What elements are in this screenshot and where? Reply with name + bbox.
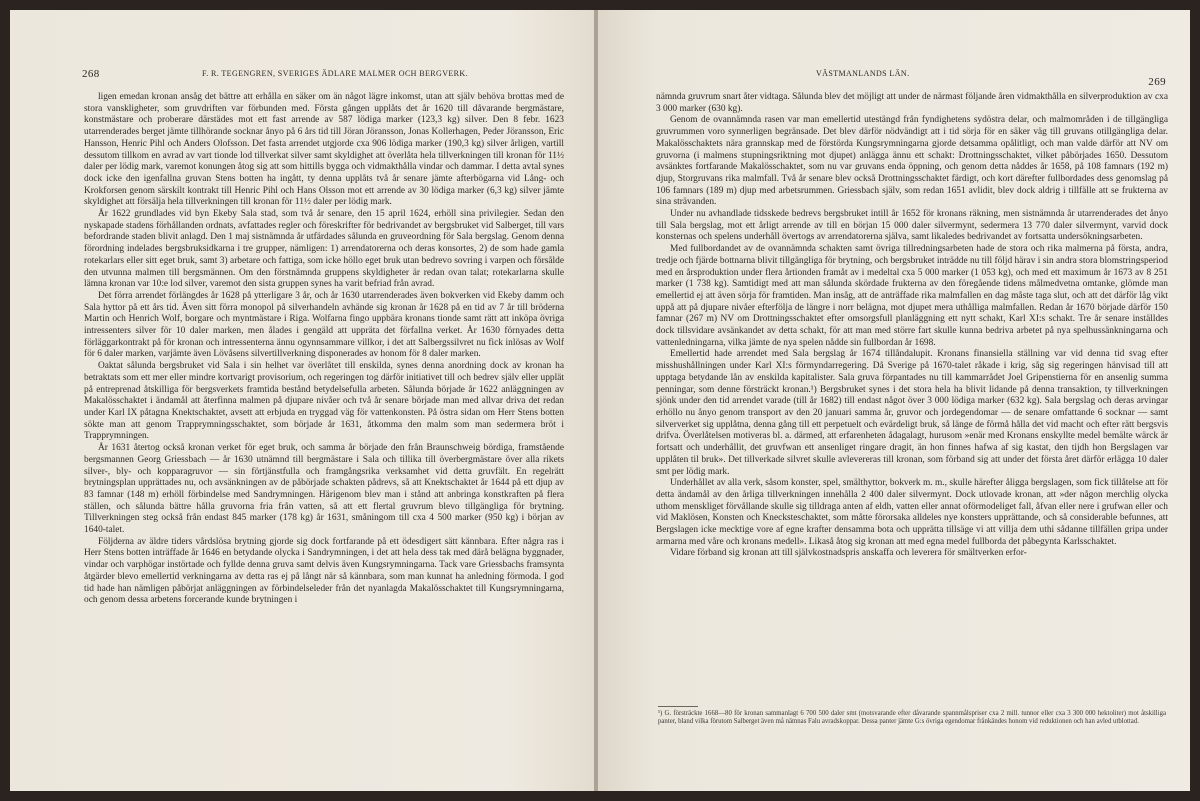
paragraph: Under nu avhandlade tidsskede bedrevs bergsbruket intill år 1652 för kronans räkning, men sistnämnda år utarrenderades det ånyo till Sala bergslag, mot ett årligt arrende av till en början 15 000 daler silvermynt, sedermera 13 770 daler silvermynt, varvid dock konsternas och spelens underhåll övertogs av arrendatorerna själva, samt likaledes bedrivandet av fortsatta undersökningsarbeten. [656, 209, 1168, 243]
paragraph: Det förra arrendet förlängdes år 1628 på ytterligare 3 år, och år 1630 utarrenderades även bokverken vid Ekeby damm och Sala hyttor på ett års tid. Även sitt förra monopol på silverhandeln avhände sig kronan år 1628 på en tid av 7 år till bröderna Martin och Henrich Wolf, borgare och myntmästare i Riga. Wolfarna fingo uppbära kronans tionde samt rätt att inköpa övriga intressenters silver för 10 daler marken, men ålades i gengäld att uppräta det förfallna verket. År 1630 förnyades detta förläggarkontrakt på för kronan och intressenterna ännu ogynnsammare villkor, i det att Salbergssilvret nu fick inlösas av Wolf för 6 daler marken, varjämte även Lövåsens silvertillverkning disponerades av honom för 8 daler marken. [84, 290, 564, 360]
paragraph: Med fullbordandet av de ovannämnda schakten samt övriga tillredningsarbeten hade de stora och rika malmerna på första, andra, tredje och fjärde bottnarna blivit tillgängliga för brytning, och bergsbruket inträdde nu till följd härav i sin andra stora blomstringsperiod med en årsproduktion under flera årtionden framåt av i medeltal cxa 5 000 marker (1 053 kg), och med ett maximum år 1673 av 8 251 marker (1 738 kg). Samtidigt med att man sålunda skördade frukterna av den föregående tidens målmedvetna omtanke, glömde man emellertid ej att även sörja för framtiden. Man insåg, att de anträffade rika malmfallen en dag måste taga slut, och att det därför låg vikt uppå att på djupare nivåer efterfölja de längre i norr belägna, mot djupet mera uthålliga malmfallen. Redan år 1670 började därför 150 famnar (267 m) NV om Drottningsschaktet efter omsorgsfull planläggning ett nytt schakt, Karl XI:s schakt. Tre år senare inställdes dock tillsvidare avsänkandet av detta schakt, för att man med större fart skulle kunna bedriva arbetet på nya spelhussänkningarna och vattenledningarna, vilka jämte de nya spelen nådde sin fullbordan år 1698. [656, 244, 1168, 348]
page-number: 269 [1148, 76, 1166, 88]
paragraph: Vidare förband sig kronan att till självkostnadspris anskaffa och leverera för smältverken erfor- [670, 548, 1027, 559]
page-number: 268 [82, 68, 100, 80]
paragraph: Genom de ovannämnda rasen var man emellertid utestängd från fyndighetens sydöstra delar, och malmområden i de tillgängliga gruvrummen voro synnerligen begränsade. Det blev därför nödvändigt att i tid sörja för en säker väg till gruvans otillgängliga delar. Makalösschaktets nära grannskap med de förstörda Kungsrymningarna gjorde detsamma opålitligt, och man valde därför att NV om gruvorna (i malmens stupningsriktning mot djupet) anlägga ännu ett schakt: Drottningsschaktet, vilket påbörjades 1650. Dessutom avsänktes fortfarande Makalösschaktet, som nu var gruvans enda öppning, och genom detta nåddes år 1658, på 108 famnars (192 m) djup, Storgruvans rika malmfall. Två år senare blev också Drottningsschaktet färdigt, och kort därefter fullbordades dess genomslag på 106 famnars (189 m) djup med arbetsrummen. Griessbach själv, som redan 1651 avlidit, blev dock aldrig i tillfälle att se frukterna av sina strävanden. [656, 115, 1168, 208]
footnote-rule [658, 706, 698, 707]
paragraph: Följderna av äldre tiders vårdslösa brytning gjorde sig dock fortfarande på ett ödesdigert sätt kännbara. Efter några ras i Herr Stens botten inträffade år 1646 en betydande olycka i Sandrymningen, i det att hela dess tak med därå belägna byggnader, vindar och varphögar instörtade och fyllde denna gruva samt delvis även Kungsrymningarna. Tack vare Griessbachs framsynta åtgärder blevo emellertid verkningarna av detta ras ej på långt när så kännbara, som man kunnat ha anledning förmoda. I god tid hade han nämligen påbörjat anläggningen av förbindelseleder från det nyanlagda Makalösschaktet till Kungsrymningarna, och genom dessa arbetens forcerande kunde brytningen i [84, 536, 564, 606]
paragraph: Emellertid hade arrendet med Sala bergslag år 1674 tillåndalupit. Kronans finansiella ställning var vid denna tid svag efter misshushållningen under Karl XI:s förmyndarregering. Då Sverige på 1670-talet råkade i krig, såg sig regeringen hänvisad till att upptaga betydande lån av enskilda kapitalister. Sala gruva förpantades nu till kammarrådet Joel Gripenstierna för en ansenlig summa penningar, som denne försträckt kronan.¹) Bergsbruket synes i det stora hela ha blivit lidande på denna transaktion, ty tillverkningen sjönk under den tid arrendet varade (till år 1682) till endast något över 3 000 lödiga marker (632 kg). Sala bergslag och deras arvingar erhöllo nu ånyo genom transport av den 20 januari samma år, gruvor och jordegendomar — de senare omfattande 6 socknar — samt silververket sig upplåtna, denna gång till ett perpetuelt och evärdeligt bruk, så länge de förmå hålla det vid macht och efter rätt bergsvis drifva. Överlåtelsen motiveras bl. a. därmed, att erfarenheten ådagalagt, hurusom »enär med Kronans enskyllte medel bemälte wärck är fortsatt och underhållit, det gruvfwan ett ansenliget ringare dragit, än hon finnes hafwa af sig kastat, den tijdh hon Bergslagen var upplåten til bruk». Det tillverkade silvret skulle avlevereras till kronan, som förband sig att under det första året därför erlägga 10 daler smt per lödig mark. [656, 349, 1168, 477]
paragraph: År 1631 återtog också kronan verket för eget bruk, och samma år började den från Braunschweig bördiga, framstående bergsmannen Georg Griessbach — år 1630 utnämnd till bergmästare i Sala och tillika till överbergmästare över alla rikets silver-, bly- och kopparagruvor — sin förtjänstfulla och framgångsrika verksamhet vid detta gruvfält. En regelrätt brytningsplan upprättades nu, och avsänkningen av de påbörjade schakten pådrevs, så att Knektschaktet år 1644 på ett djup av 83 famnar (148 m) erhöll förbindelse med Sandrymningen. Härigenom blev man i stånd att anbringa konstkraften på flera ställen, och sålunda bättre hålla gruvorna fria från vatten, så att ett flertal gruvrum blevo tillgängliga för brytning. Tillverkningen steg också från endast 845 marker (178 kg) år 1631, småningom till cxa 4 500 marker (950 kg) i början av 1640-talet. [84, 443, 564, 536]
left-body-text [84, 92, 564, 742]
paragraph: Underhållet av alla verk, såsom konster, spel, smälthyttor, bokverk m. m., skulle härefter åligga bergslagen, som fick tillåtelse att för detta ändamål av den årliga tillverkningen innehålla 2 400 daler silvermynt. Dock utlovade kronan, att »der någon merchlig olycka uthom menskliget förvållande skulle sig tilldraga anten af eldh, vatten eller annat oförmodeliget fall, åfvan eller nere i grufwan eller och vid Maklösen, Konsten och Knecksteschaktet, som måtte förorsaka alldeles nye konsters upprättande, och så considerable befunnes, att Bergslagen icke mecktige vore af egne krafter densamma bota och upprätta tillsäge vi att villja dem uthi sådanne tillfällen gripa under armarna med våre och kronans medell». Likaså åtog sig kronan att med egna medel fullborda det påbegynta Karlsschaktet. [656, 478, 1168, 547]
right-body-text [656, 92, 1168, 692]
paragraph: År 1622 grundlades vid byn Ekeby Sala stad, som två år senare, den 15 april 1624, erhöll sina privilegier. Sedan den nyskapade stadens förhållanden ordnats, avfattades regler och föreskrifter för bedrivandet av bergsbruket vid Salberget, till vars befordrande staden blivit anlagd. Den 1 maj sistnämnda år utfärdades sålunda en gruveordning för Sala bergslag. Genom denna förordning indelades bergsbruksidkarna i tre grupper, nämligen: 1) arrendatorerna och deras konsortes, 2) de som hade gamla rotekarlars eller sitt eget bruk, samt 3) arbetare och fattiga, som icke höllo eget bruk utan bedrevo sovring i varpen och försålde den utvunna malmen till bergsmännen. Om den förstnämnda gruppens skyldigheter är redan ovan talat; rotekarlarna skulle lämna kronan var 10:e lod silver, varemot den sista gruppen synes ha varit befriad från avrad. [84, 209, 564, 290]
right-page [598, 10, 1190, 791]
running-title: VÄSTMANLANDS LÄN. [816, 69, 910, 78]
left-page [10, 10, 594, 791]
paragraph: nämnda gruvrum snart åter vidtaga. Sålunda blev det möjligt att under de närmast följande åren vidmakthålla en silverproduktion av cxa 3 000 marker (630 kg). [656, 92, 1168, 114]
paragraph: Oaktat sålunda bergsbruket vid Sala i sin helhet var överlåtet till enskilda, synes denna anordning dock av kronan ha betraktats som ett mer eller mindre kortvarigt provisorium, och regeringen tog därför initiativet till och bedrev själv eller upplät på entreprenad åtskilliga för bergsverkets framtida bestånd betydelsefulla arbeten. Sålunda började år 1622 anläggningen av Makalösschaktet i ändamål att återfinna malmen på djupare nivåer och två år senare började man med allvar driva det redan under Karl IX påtagna Knektschaktet, avsett att erbjuda en tryggad väg för vattenkonsten. På östra sidan om Herr Stens botten sökte man att genom Trapprymningsschaktet, som började år 1631, åtkomma den malm som man sedermera bröt i Trapprymningen. [84, 361, 564, 442]
paragraph: ligen emedan kronan ansåg det bättre att erhålla en säker om än något lägre inkomst, utan att själv behöva brottas med de stora vanskligheter, som gruvdriften var förbunden med. Första gången upplåts det år 1620 till dåvarande bergmästare, konstmästare och proberare därstädes mot ett fast arrende av 587 lödiga marker (123,3 kg) silver. Den 8 febr. 1623 utarrenderades berget jämte tillhörande socknar ånyo på 6 års tid till Jöran Jöransson, Jonas Kollerhagen, Peder Jöransson, Eric Hansson, Henric Pihl och Anders Olofsson. Det fasta arrendet utgjorde cxa 906 lödiga marker (190,3 kg) silver årligen, vartill dessutom tillkom en avrad av vart tionde lod tillverkat silver samt skyldighet att överlåta hela tillverkningen till kronan för 11½ daler per lödig mark, varemot konungen åtog sig att som hittills bygga och vidmakthålla vindar och dammar. I detta avtal synes dock icke den igenfallna gruvan Stens botten ha ingått, ty denna upplåts två år senare jämte afterbögarna vid Lång- och Krokforsen genom särskilt kontrakt till Henric Pihl och Hans Olsson mot ett arrende av 30 lödiga marker (6,3 kg) silver jämte skyldighet att försälja hela tillverkningen till kronan för 11½ daler per lödig mark. [84, 92, 564, 208]
footnote: ¹) G. försträckte 1668—80 för kronan sammanlagt 6 700 500 daler smt (motsvarande efter dåvarande spannmålspriser cxa 2 mill. tunnor eller cxa 3 300 000 hektoliter) mot åtskilliga panter, bland vilka förutom Salberget även må nämnas Falu avradskoppar. Dessa panter jämte G:s övriga egendomar frånkändes honom vid reduktionen och han avled utblottad. [658, 710, 1166, 725]
running-title: F. R. TEGENGREN, SVERIGES ÄDLARE MALMER OCH BERGVERK. [202, 69, 468, 78]
